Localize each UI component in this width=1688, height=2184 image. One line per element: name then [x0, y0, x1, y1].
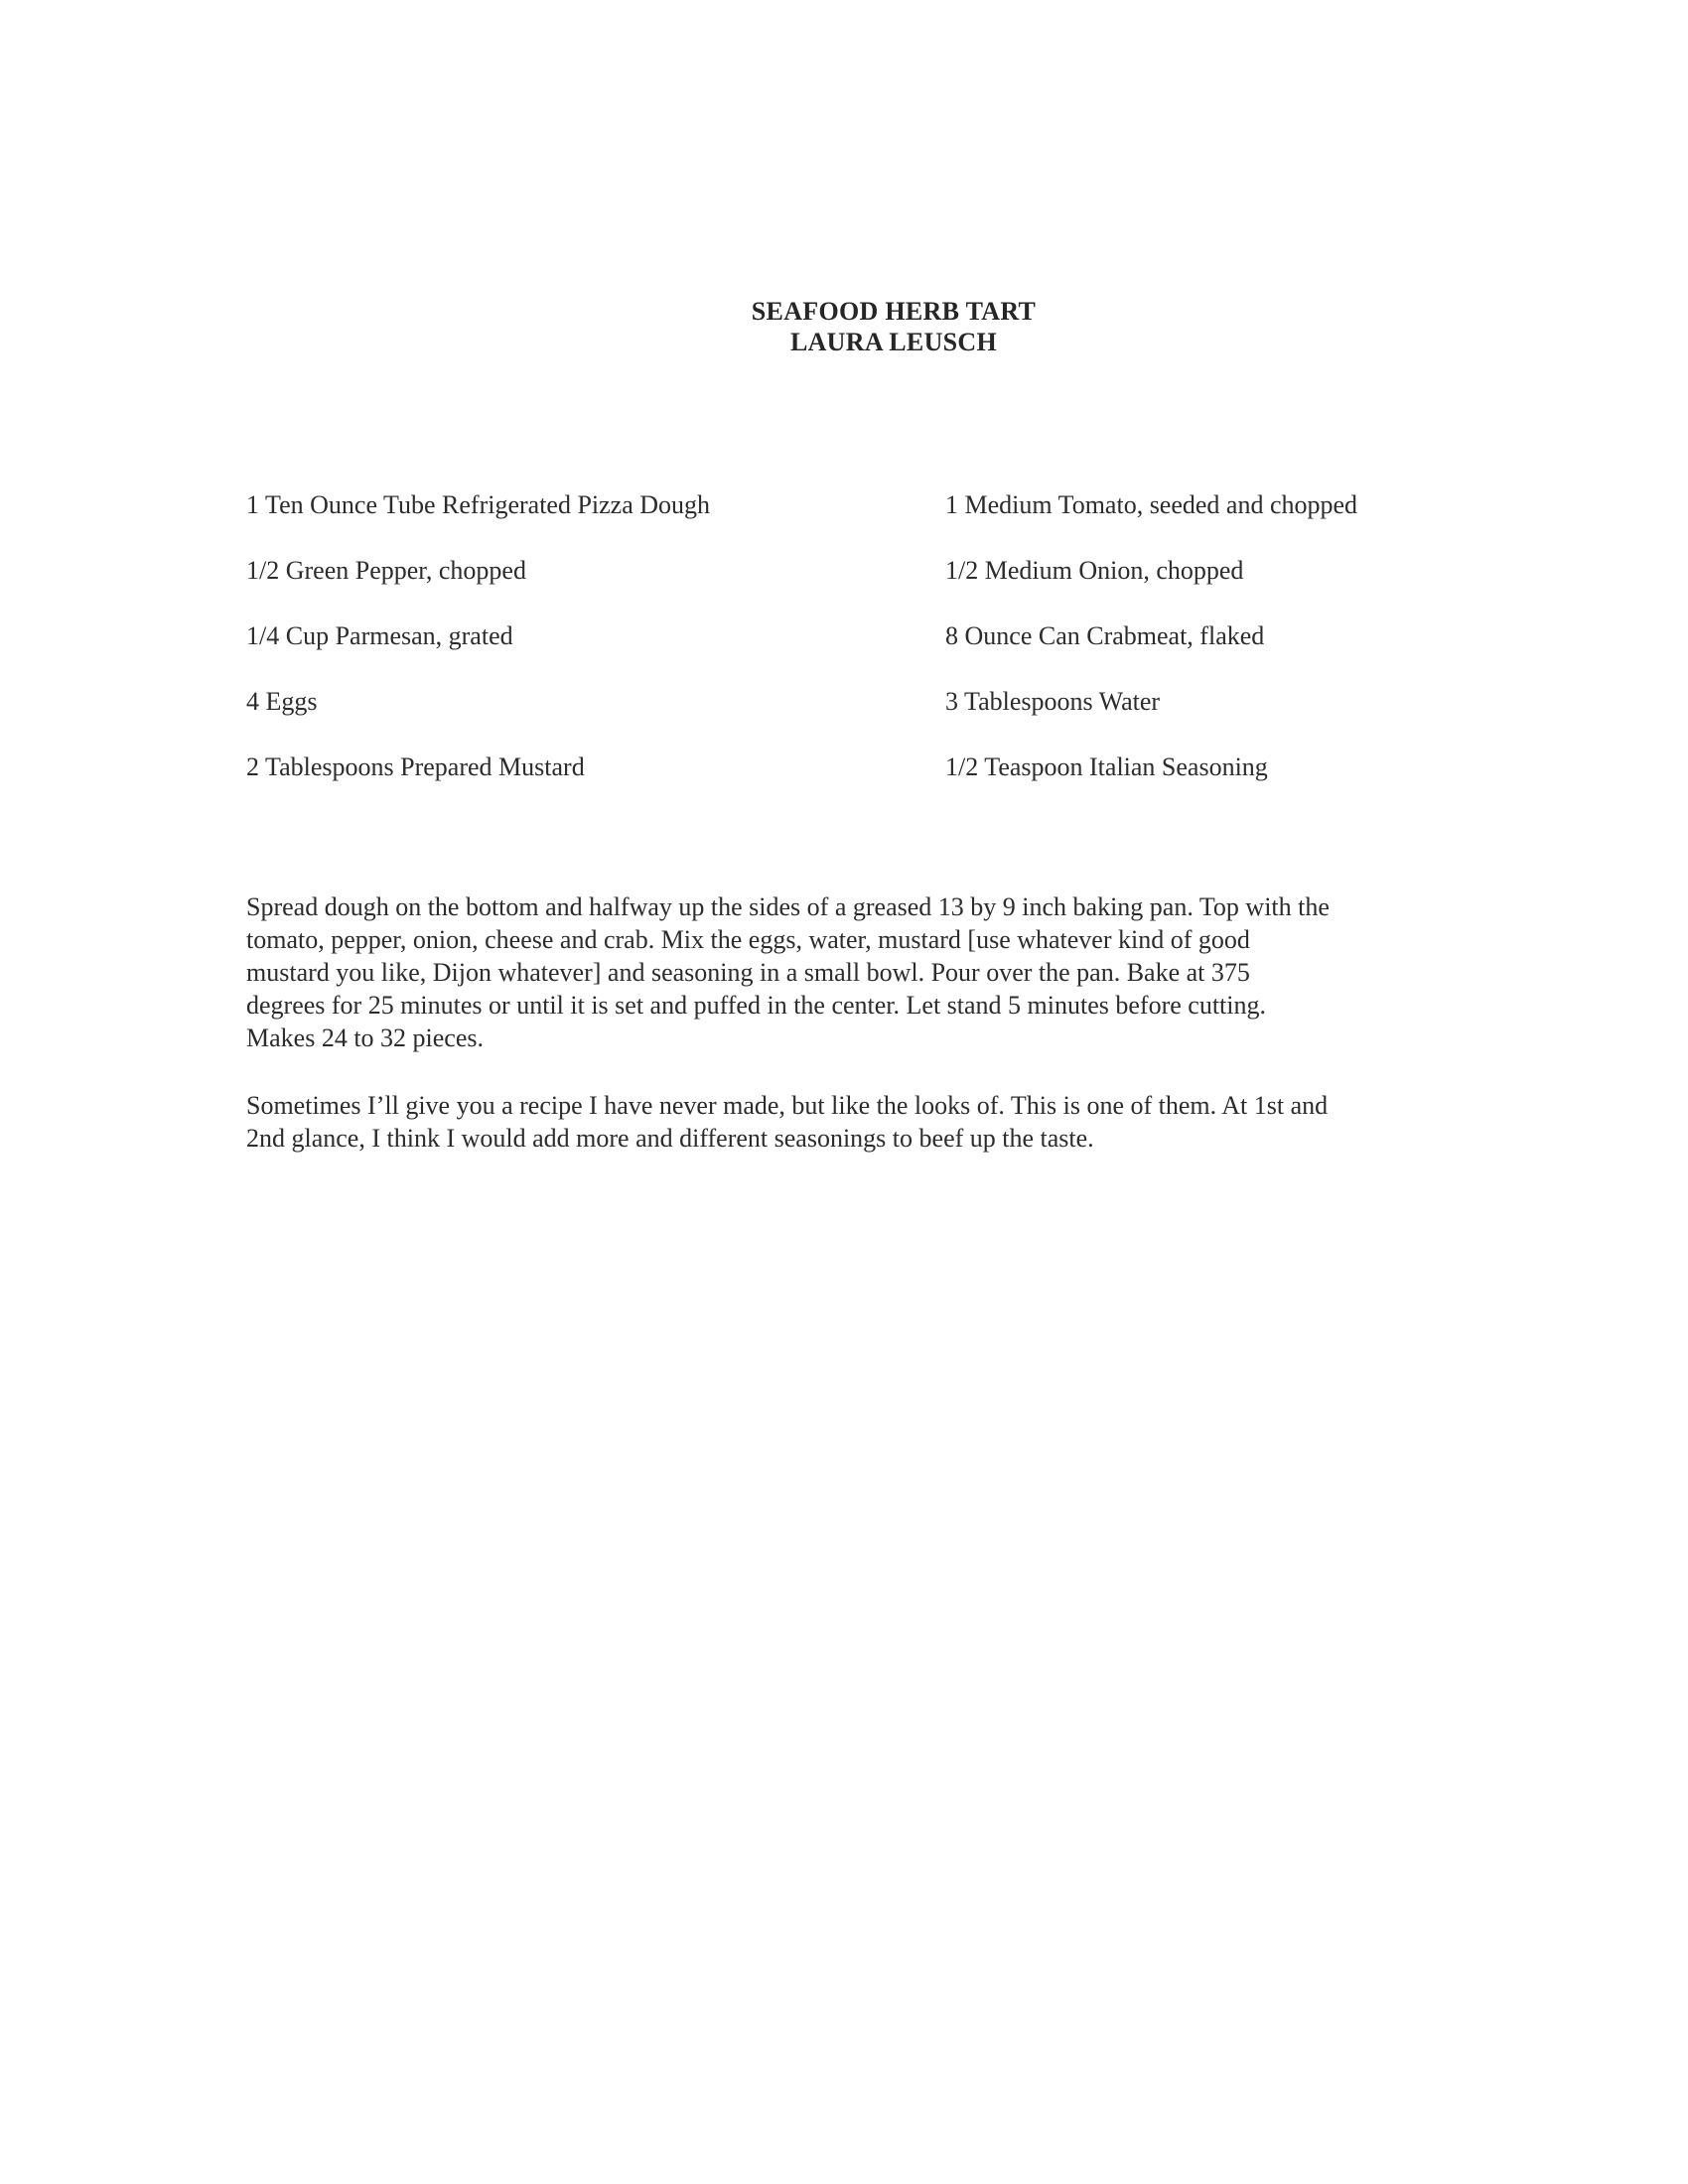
- directions-line: degrees for 25 minutes or until it is set and puffed in the center. Let stand 5 minutes before cutting.: [246, 991, 1266, 1020]
- ingredients-left-column: [246, 490, 882, 818]
- ingredient-item: 1 Medium Tomato, seeded and chopped: [945, 490, 1358, 519]
- directions-line: tomato, pepper, onion, cheese and crab. Mix the eggs, water, mustard [use whatever kind of good: [246, 925, 1250, 954]
- directions-line: Makes 24 to 32 pieces.: [246, 1024, 485, 1052]
- directions-paragraph: [246, 890, 1468, 1054]
- note-paragraph: [246, 1089, 1468, 1155]
- ingredient-item: 1/2 Teaspoon Italian Seasoning: [945, 752, 1268, 781]
- ingredient-item: 2 Tablespoons Prepared Mustard: [246, 752, 585, 781]
- ingredient-item: 1/2 Medium Onion, chopped: [945, 556, 1244, 585]
- ingredient-item: 3 Tablespoons Water: [945, 687, 1161, 716]
- directions-line: mustard you like, Dijon whatever] and seasoning in a small bowl. Pour over the pan. Bake at 375: [246, 958, 1250, 987]
- recipe-body: [246, 890, 1468, 1189]
- note-line: 2nd glance, I think I would add more and different seasonings to beef up the taste.: [246, 1124, 1094, 1153]
- note-line: Sometimes I’ll give you a recipe I have never made, but like the looks of. This is one of them. At 1st and: [246, 1091, 1329, 1120]
- recipe-author: LAURA LEUSCH: [789, 328, 998, 356]
- ingredient-item: 1/2 Green Pepper, chopped: [246, 556, 526, 585]
- ingredient-item: 1 Ten Ounce Tube Refrigerated Pizza Dough: [246, 490, 711, 519]
- directions-line: Spread dough on the bottom and halfway up the sides of a greased 13 by 9 inch baking pan. Top with the: [246, 892, 1330, 921]
- ingredient-item: 8 Ounce Can Crabmeat, flaked: [945, 621, 1265, 650]
- recipe-header: [0, 296, 1688, 357]
- recipe-title: SEAFOOD HERB TART: [751, 297, 1037, 326]
- ingredients-right-column: [945, 490, 1501, 818]
- ingredient-item: 4 Eggs: [246, 687, 318, 716]
- ingredient-item: 1/4 Cup Parmesan, grated: [246, 621, 513, 650]
